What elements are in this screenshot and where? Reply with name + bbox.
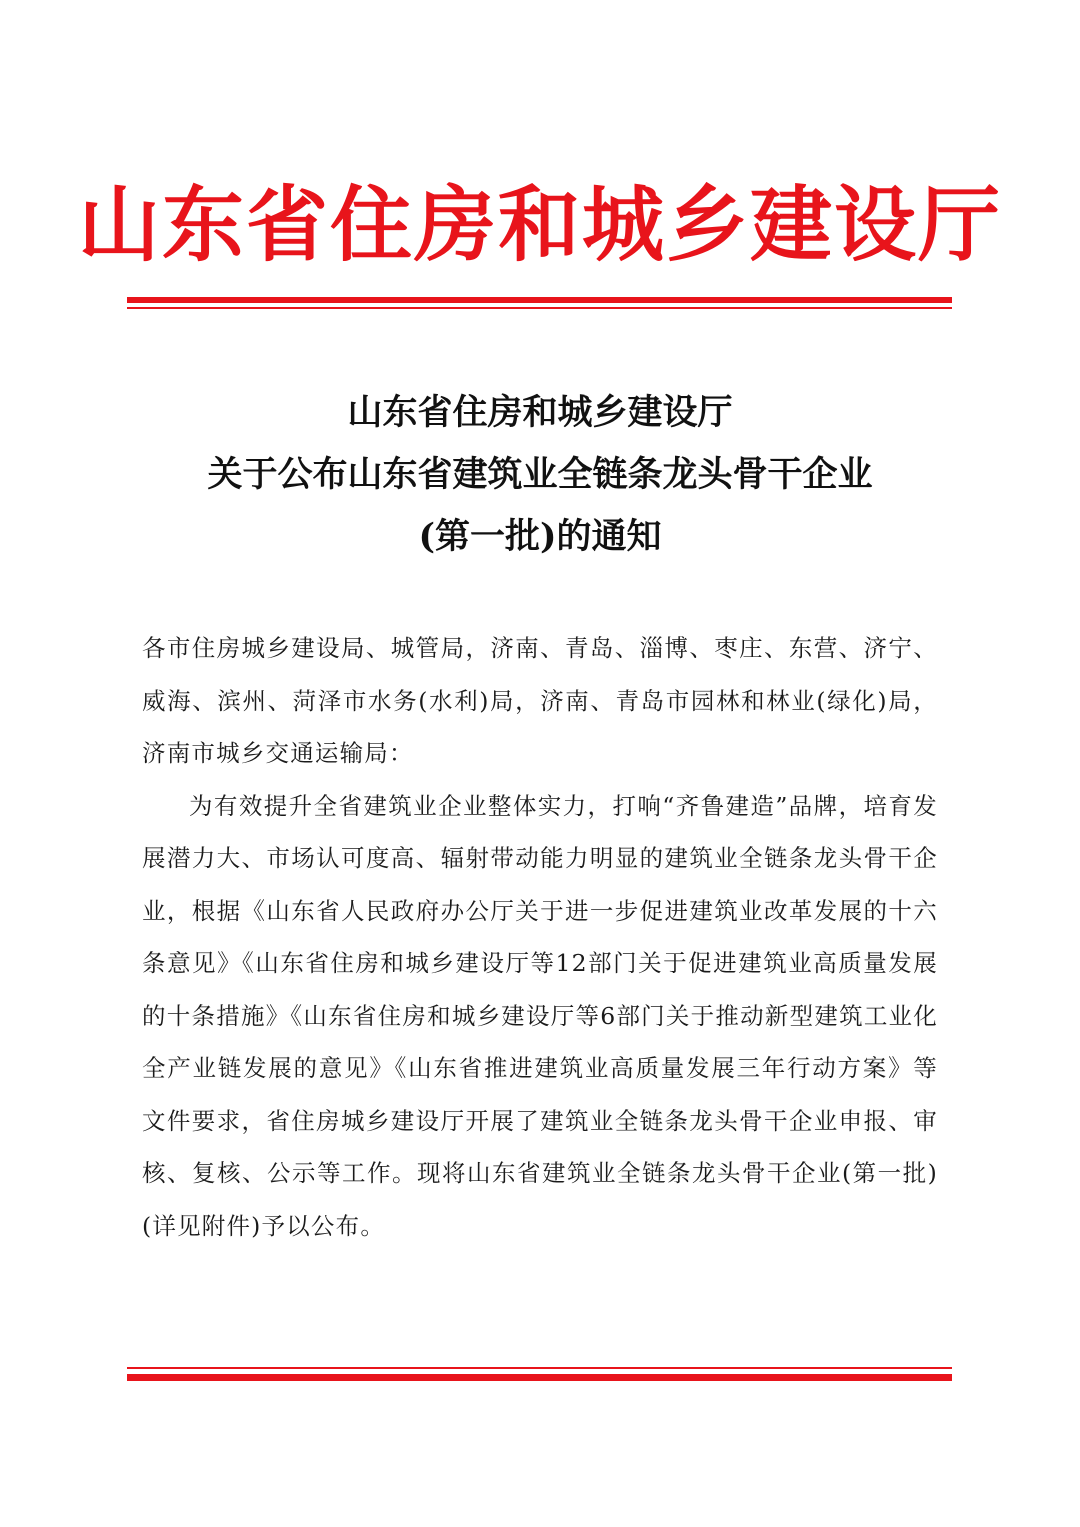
title-line-2: 关于公布山东省建筑业全链条龙头骨干企业 — [207, 454, 873, 495]
letterhead-rule-thin — [127, 307, 952, 309]
document-body — [142, 622, 938, 1252]
title-line-1: 山东省住房和城乡建设厅 — [347, 392, 733, 433]
letterhead-org-name: 山东省住房和城乡建设厅 — [77, 177, 1002, 273]
document-title — [0, 382, 1080, 568]
body-paragraph: 为有效提升全省建筑业企业整体实力，打响“齐鲁建造”品牌，培育发展潜力大、市场认可度高、辐射带动能力明显的建筑业全链条龙头骨干企业，根据《山东省人民政府办公厅关于进一步促进建筑业改革发展的十六条意见》《山东省住房和城乡建设厅等12部门关于促进建筑业高质量发展的十条措施》《山东省住房和城乡建设厅等6部门关于推动新型建筑工业化全产业链发展的意见》《山东省推进建筑业高质量发展三年行动方案》等文件要求，省住房城乡建设厅开展了建筑业全链条龙头骨干企业申报、审核、复核、公示等工作。现将山东省建筑业全链条龙头骨干企业(第一批)(详见附件)予以公布。 — [142, 791, 938, 1240]
letterhead-rule-thick — [127, 297, 952, 303]
footer-rule-thin — [127, 1367, 952, 1369]
addressees-paragraph: 各市住房城乡建设局、城管局，济南、青岛、淄博、枣庄、东营、济宁、威海、滨州、菏泽市水务(水利)局，济南、青岛市园林和林业(绿化)局，济南市城乡交通运输局： — [142, 634, 938, 767]
footer-rule-thick — [127, 1374, 952, 1381]
title-line-3: (第一批)的通知 — [418, 516, 662, 557]
